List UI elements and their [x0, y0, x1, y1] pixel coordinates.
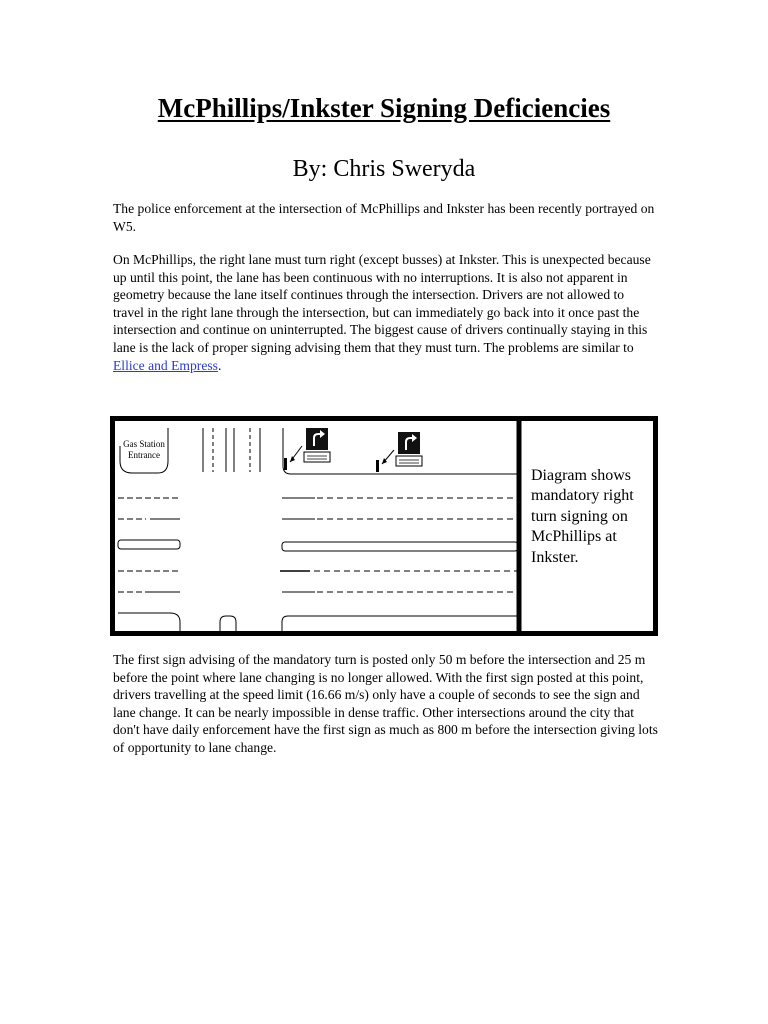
ellice-empress-link[interactable]: Ellice and Empress	[113, 357, 218, 373]
gas-station-label: Gas Station Entrance	[123, 439, 165, 460]
paragraph-sign-placement: The first sign advising of the mandatory turn is posted only 50 m before the intersection and 25 m before the point where lane changing is no longer allowed. With the first sign posted at this point, drivers travelling at the speed limit (16.66 m/s) only have a couple of seconds to see the sign and lane change. It can be nearly impossible in dense traffic. Other intersections around the city that don't have daily enforcement have the first sign as much as 800 m before the intersection giving lots of opportunity to lane change.	[113, 652, 658, 755]
mandatory-turn-sign-2	[376, 432, 422, 472]
diagram-caption: Diagram shows mandatory right turn signing on McPhillips at Inkster.	[531, 467, 634, 566]
paragraph-description	[113, 251, 658, 374]
paragraph-description-text: On McPhillips, the right lane must turn right (except busses) at Inkster. This is unexpected because up until this point, the lane has been continuous with no interruptions. It is also not apparent in geometry because the lane itself continues through the intersection. Drivers are not allowed to travel in the right lane through the intersection, but can immediately go back into it once past the intersection and continue on uninterrupted. The biggest cause of drivers continually staying in this lane is the lack of proper signing advising them that they must turn. The problems are similar to	[113, 252, 651, 355]
mandatory-turn-sign-1	[284, 428, 330, 470]
author-line: By: Chris Sweryda	[292, 156, 476, 182]
paragraph-description-end: .	[217, 357, 222, 373]
paragraph-intro: The police enforcement at the intersection of McPhillips and Inkster has been recently portrayed on W5.	[113, 201, 655, 234]
page-title: McPhillips/Inkster Signing Deficiencies	[157, 93, 611, 123]
